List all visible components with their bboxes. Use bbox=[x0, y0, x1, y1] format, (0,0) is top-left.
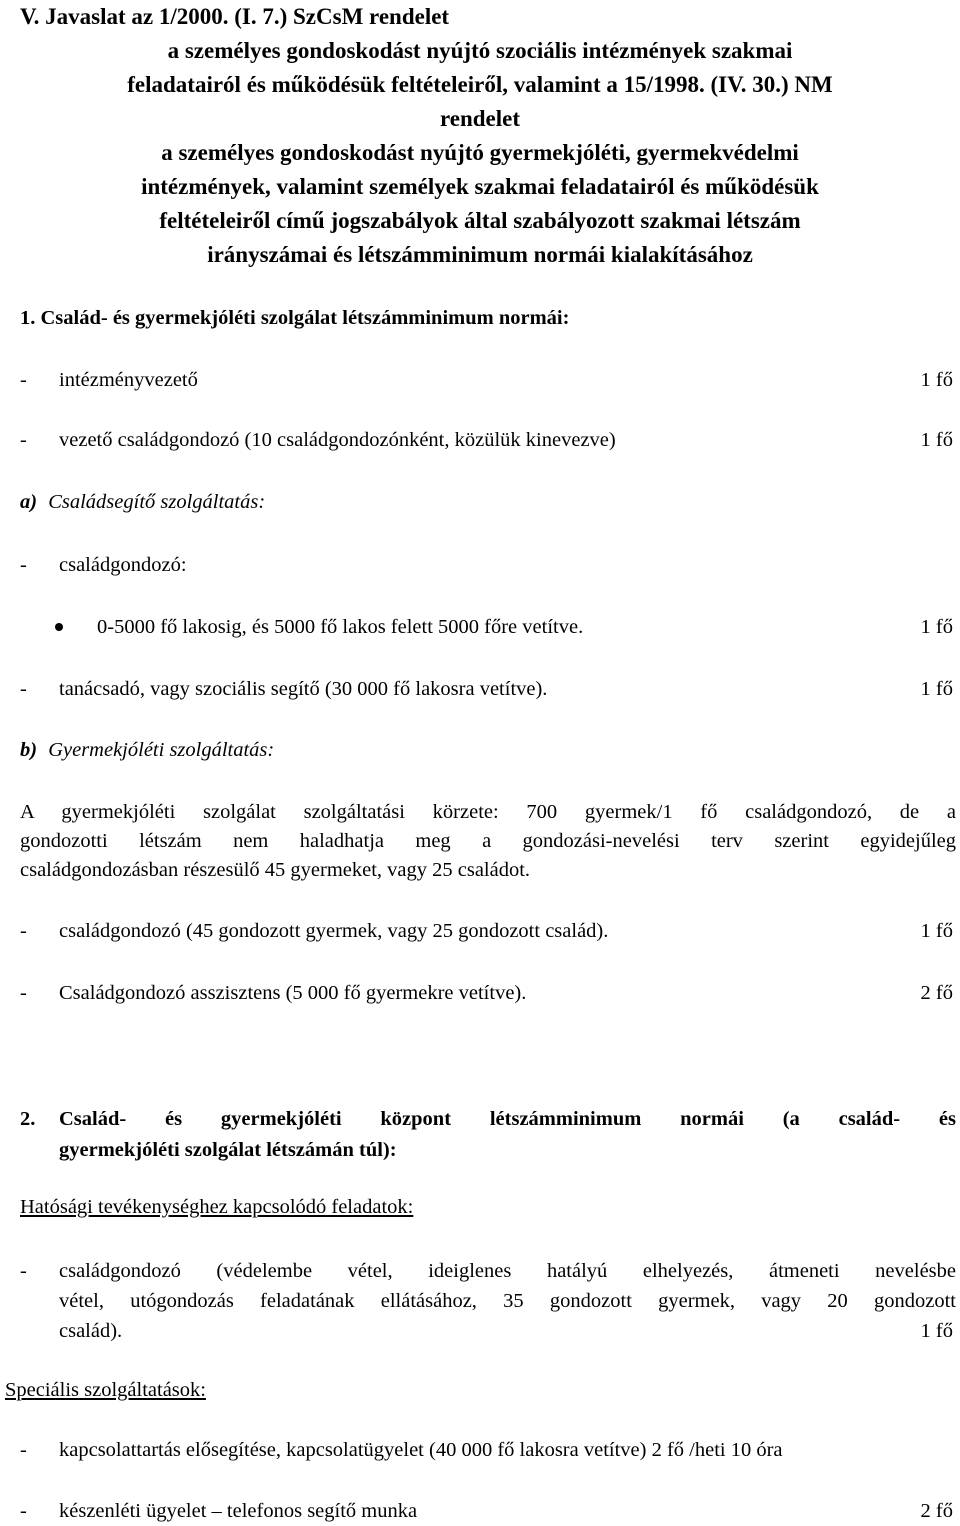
row-amount: 1 fő bbox=[920, 429, 953, 451]
bullet-text: 0-5000 fő lakosig, és 5000 fő lakos felett 5000 főre vetítve. bbox=[97, 616, 584, 638]
row-amount: 2 fő bbox=[920, 1500, 953, 1522]
title-line-3: feladatairól és működésük feltételeiről, valamint a 15/1998. (IV. 30.) NM bbox=[127, 72, 833, 97]
row-text: Családgondozó asszisztens (5 000 fő gyermekre vetítve). bbox=[59, 982, 527, 1004]
row-amount: 2 fő bbox=[920, 982, 953, 1004]
row-text: családgondozó (45 gondozott gyermek, vagy 25 gondozott család). bbox=[59, 920, 609, 942]
paragraph-line-2: gondozotti létszám nem haladhatja meg a gondozási-nevelési terv szerint egyidejűleg bbox=[20, 830, 956, 852]
row-text: készenléti ügyelet – telefonos segítő munka bbox=[59, 1500, 418, 1522]
special-services-title: Speciális szolgáltatások: bbox=[5, 1379, 206, 1401]
document-title bbox=[0, 0, 960, 272]
row-dash: - bbox=[20, 920, 27, 942]
subsection-a-heading bbox=[20, 490, 265, 515]
row-amount: 1 fő bbox=[920, 920, 953, 942]
row-dash: - bbox=[20, 554, 27, 576]
subsection-a-label: a) bbox=[20, 491, 38, 513]
row-dash: - bbox=[20, 982, 27, 1004]
row-amount: 1 fő bbox=[920, 678, 953, 700]
row-text: vezető családgondozó (10 családgondozónként, közülük kinevezve) bbox=[59, 429, 616, 451]
row-dash: - bbox=[20, 1500, 27, 1522]
row-amount: 1 fő bbox=[920, 369, 953, 391]
section-2-number: 2. bbox=[20, 1108, 36, 1130]
bullet-amount: 1 fő bbox=[920, 616, 953, 638]
subsection-a-title: Családsegítő szolgáltatás: bbox=[48, 491, 266, 513]
authority-line-2: vétel, utógondozás feladatának ellátásához, 35 gondozott gyermek, vagy 20 gondozott bbox=[59, 1290, 956, 1312]
authority-amount: 1 fő bbox=[920, 1320, 953, 1342]
authority-line-1: családgondozó (védelembe vétel, ideiglenes hatályú elhelyezés, átmeneti nevelésbe bbox=[59, 1260, 956, 1282]
row-text: intézményvezető bbox=[59, 369, 198, 391]
paragraph-line-1: A gyermekjóléti szolgálat szolgáltatási körzete: 700 gyermek/1 fő családgondozó, de a bbox=[20, 801, 956, 823]
paragraph-line-3: családgondozásban részesülő 45 gyermeket, vagy 25 családot. bbox=[20, 859, 531, 881]
row-dash: - bbox=[20, 429, 27, 451]
title-line-5: a személyes gondoskodást nyújtó gyermekjóléti, gyermekvédelmi bbox=[161, 140, 799, 165]
authority-line-3: család). bbox=[59, 1320, 123, 1342]
section-1-heading: 1. Család- és gyermekjóléti szolgálat létszámminimum normái: bbox=[20, 307, 570, 329]
subsection-b-paragraph bbox=[20, 798, 956, 885]
subsection-b-title: Gyermekjóléti szolgáltatás: bbox=[48, 739, 275, 761]
row-text: kapcsolattartás elősegítése, kapcsolatügyelet (40 000 fő lakosra vetítve) 2 fő /heti 10 óra bbox=[59, 1439, 783, 1461]
subsection-b-label: b) bbox=[20, 739, 38, 761]
row-text: családgondozó: bbox=[59, 554, 187, 576]
title-line-6: intézmények, valamint személyek szakmai feladatairól és működésük bbox=[141, 174, 819, 199]
bullet-dot-icon bbox=[55, 623, 63, 631]
row-dash: - bbox=[20, 678, 27, 700]
subsection-b-heading bbox=[20, 738, 274, 763]
section-2-heading-line-2: gyermekjóléti szolgálat létszámán túl): bbox=[59, 1139, 397, 1161]
title-line-4: rendelet bbox=[439, 106, 521, 131]
title-line-8: irányszámai és létszámminimum normái kialakításához bbox=[207, 242, 753, 267]
row-dash: - bbox=[20, 369, 27, 391]
title-line-2: a személyes gondoskodást nyújtó szociális intézmények szakmai bbox=[167, 38, 793, 63]
title-line-1: V. Javaslat az 1/2000. (I. 7.) SzCsM rendelet bbox=[20, 4, 450, 29]
authority-row bbox=[20, 1256, 956, 1346]
row-dash: - bbox=[20, 1260, 27, 1282]
title-line-7: feltételeiről című jogszabályok által szabályozott szakmai létszám bbox=[159, 208, 801, 233]
row-dash: - bbox=[20, 1439, 27, 1461]
row-text: tanácsadó, vagy szociális segítő (30 000 fő lakosra vetítve). bbox=[59, 678, 548, 700]
section-2-heading-line-1: Család- és gyermekjóléti központ létszámminimum normái (a család- és bbox=[59, 1108, 956, 1130]
section-2-heading bbox=[20, 1104, 956, 1166]
authority-tasks-title: Hatósági tevékenységhez kapcsolódó feladatok: bbox=[20, 1196, 414, 1218]
